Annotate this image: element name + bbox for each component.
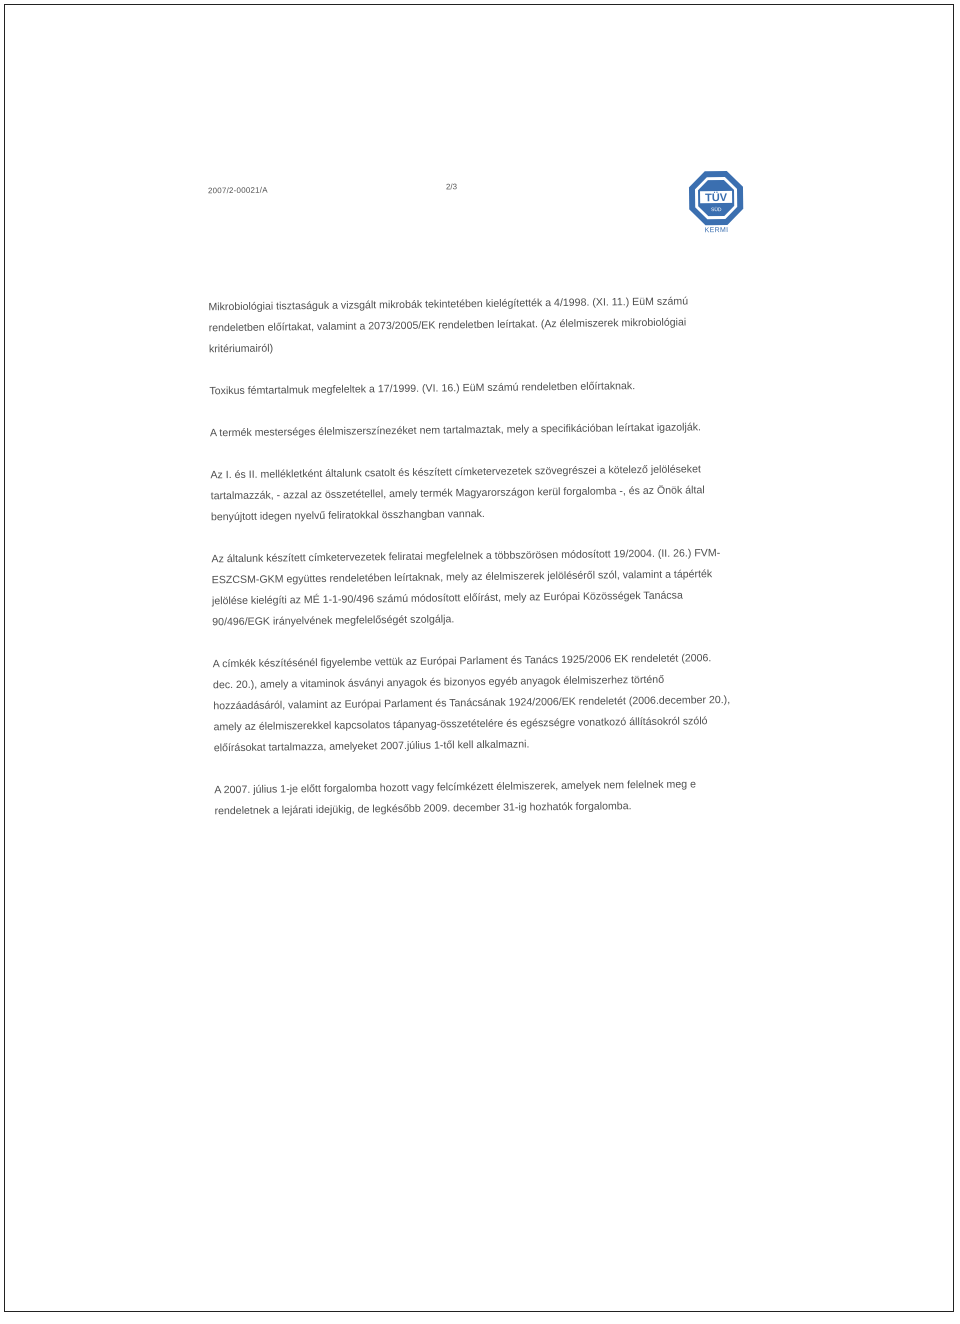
logo-sub-text: SÜD <box>710 207 722 214</box>
paragraph-label-drafts: Az I. és II. mellékletként általunk csatolt és készített címketervezetek szövegrészei a kötelező jelöléseket tartalmazzák, - azzal az összetétellel, amely termék Magyarországon kerül forgalomba -, és az Önök által benyújtott idegen nyelvű feliratokkal összhangban vannak. <box>210 463 705 524</box>
body-text <box>208 291 735 843</box>
tuv-octagon-icon <box>687 169 746 228</box>
logo-mark-text: TÜV <box>705 191 728 205</box>
paragraph-label-compliance: Az általunk készített címketervezetek feliratai megfelelnek a többszörösen módosított 19/2004. (II. 26.) FVM-ESZCSM-GKM együttes rendeletében leírtaknak, mely az élelmiszerek jelöléséről szól, valamint a tápérték jelölése kielégíti az MÉ 1-1-90/496 számú módosított előírást, mely az Európai Közösségek Tanácsa 90/496/EGK irányelvének megfelelőségét szolgálja. <box>211 547 721 629</box>
paragraph-colorants: A termék mesterséges élelmiszerszínezéket nem tartalmaztak, mely a specifikációban leírtakat igazolják. <box>209 421 702 440</box>
page-number: 2/3 <box>445 182 458 192</box>
logo-caption: KERMI <box>704 226 729 235</box>
tuv-logo <box>687 169 746 242</box>
paragraph-microbiology: Mikrobiológiai tisztaságuk a vizsgált mikrobák tekintetében kielégítették a 4/1998. (XI. 11.) EüM számú rendeletben előírtakat, valamint a 2073/2005/EK rendeletben leírtakat. (Az élelmiszerek mikrobiológiai kritériumairól) <box>208 295 689 356</box>
document-reference: 2007/2-00021/A <box>207 185 268 196</box>
paragraph-eu-regulations: A címkék készítésénél figyelembe vettük az Európai Parlament és Tanács 1925/2006 EK rendeletét (2006. dec. 20.), amely a vitaminok ásványi anyagok és bizonyos egyéb anyagok élelmiszerhez történő hozzáadásáról, valamint az Európai Parlament és Tanácsának 1924/2006/EK rendeletét (2006.december 20.), amely az élelmiszerekkel kapcsolatos tápanyag-összetételére és egészségre vonatkozó állításokról szóló előírásokat tartalmazza, amelyeket 2007.július 1-től kell alkalmazni. <box>212 652 731 755</box>
paragraph-transition: A 2007. július 1-je előtt forgalomba hozott vagy felcímkézett élelmiszerek, amelyek nem felelnek meg e rendeletnek a lejárati idejükig, de legkésőbb 2009. december 31-ig hozhatók forgalomba. <box>214 778 697 818</box>
paragraph-toxic-metals: Toxikus fémtartalmuk megfeleltek a 17/1999. (VI. 16.) EüM számú rendeletben előírtaknak. <box>209 380 636 398</box>
